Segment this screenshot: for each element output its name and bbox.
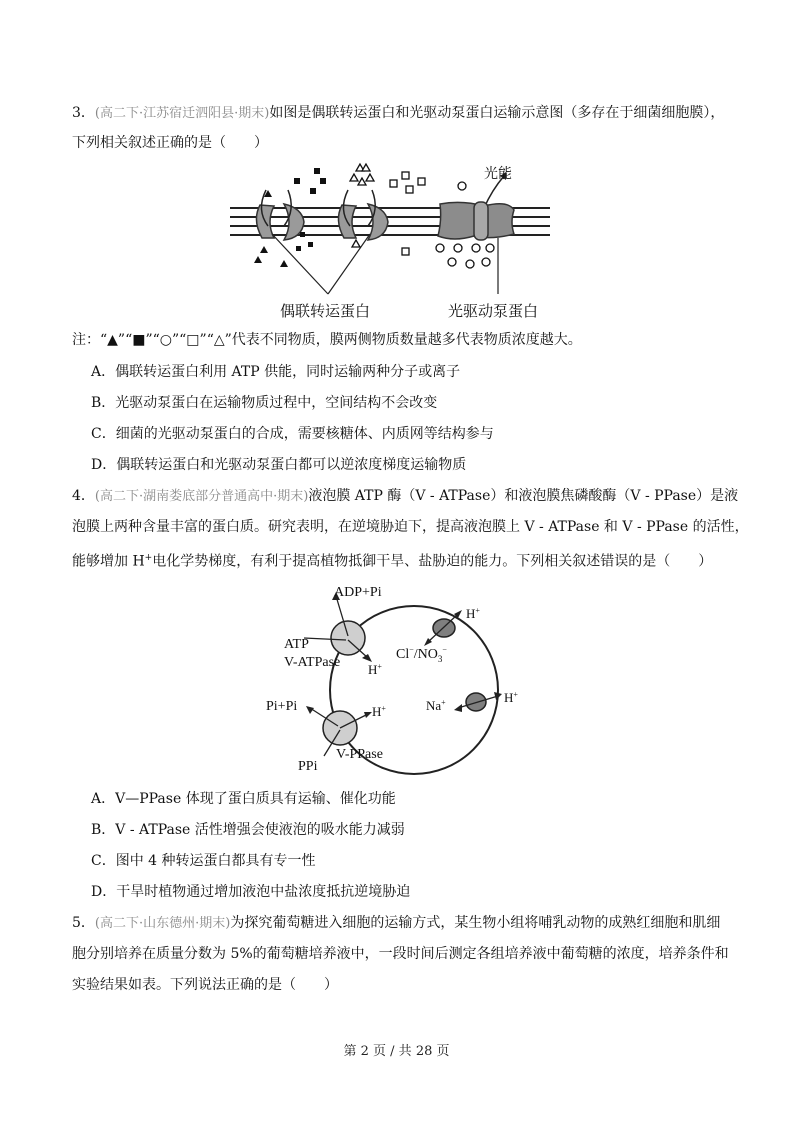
fig-label-coupled: 偶联转运蛋白: [280, 303, 371, 320]
q5-source: (高二下·山东德州·期末): [94, 916, 231, 931]
page-footer: 第 2 页 / 共 28 页: [343, 1044, 450, 1059]
q3-stem-line1: [72, 103, 724, 124]
q3-source: (高二下·江苏宿迁泗阳县·期末): [94, 106, 270, 121]
q4-source: (高二下·湖南娄底部分普通高中·期末): [94, 489, 309, 504]
q5-number: 5．: [72, 915, 95, 931]
q4-stem-line1: [72, 486, 738, 507]
q3-note: 注：“▲”“■”“○”“□”“△”代表不同物质，膜两侧物质数量越多代表物质浓度越大。: [72, 332, 582, 348]
q5-stem-line3: 实验结果如表。下列说法正确的是（ ）: [72, 977, 338, 993]
q5-stem-line1: [72, 913, 720, 934]
q3-stem-1: 如图是偶联转运蛋白和光驱动泵蛋白运输示意图（多存在于细菌细胞膜），: [269, 105, 725, 121]
svg-text:V-PPase: V-PPase: [336, 747, 383, 762]
svg-text:Na+: Na+: [426, 698, 446, 713]
fig-label-light: 光能: [484, 165, 512, 181]
svg-text:PPi: PPi: [298, 759, 318, 774]
svg-text:H+: H+: [372, 704, 386, 719]
q4-stem-line3: 能够增加 H+电化学势梯度，有利于提高植物抵御干旱、盐胁迫的能力。下列相关叙述错误的是（ ）: [72, 553, 713, 570]
svg-text:Cl−/NO3−: $Cl^-/NO_3^-$: [396, 645, 447, 664]
svg-text:H+: H+: [368, 662, 382, 677]
q3-option-c[interactable]: C．细菌的光驱动泵蛋白的合成，需要核糖体、内质网等结构参与: [91, 426, 494, 442]
fig-label-pump: 光驱动泵蛋白: [448, 303, 539, 320]
light-driven-pump: [438, 202, 514, 240]
q5-stem-line2: 胞分别培养在质量分数为 5%的葡萄糖培养液中，一段时间后测定各组培养液中葡萄糖的浓度，培养条件和: [72, 946, 729, 962]
svg-text:ATP: ATP: [284, 637, 309, 652]
q4-option-c[interactable]: C．图中 4 种转运蛋白都具有专一性: [91, 853, 316, 869]
q4-stem-1: 液泡膜 ATP 酶（V - ATPase）和液泡膜焦磷酸酶（V - PPase）是液: [308, 488, 739, 504]
q4-option-a[interactable]: A．V—PPase 体现了蛋白质具有运输、催化功能: [91, 791, 396, 807]
q3-option-a[interactable]: A．偶联转运蛋白利用 ATP 供能，同时运输两种分子或离子: [91, 364, 461, 380]
svg-text:H+: H+: [504, 690, 518, 705]
q3-number: 3．: [72, 105, 95, 121]
svg-text:H+: H+: [466, 606, 480, 621]
q3-option-d[interactable]: D．偶联转运蛋白和光驱动泵蛋白都可以逆浓度梯度运输物质: [91, 457, 467, 473]
svg-text:ADP+Pi: ADP+Pi: [334, 585, 382, 600]
label-pointer-lines: [272, 234, 498, 294]
q4-number: 4．: [72, 488, 95, 504]
solid-squares: [294, 168, 326, 251]
svg-text:V-ATPase: V-ATPase: [284, 655, 341, 670]
q4-option-b[interactable]: B．V - ATPase 活性增强会使液泡的吸水能力减弱: [91, 822, 405, 838]
v-atpase-protein: [304, 592, 372, 662]
q5-stem-1: 为探究葡萄糖进入细胞的运输方式，某生物小组将哺乳动物的成熟红细胞和肌细: [230, 915, 721, 931]
q4-figure: [262, 578, 532, 778]
q4-stem-line2: 泡膜上两种含量丰富的蛋白质。研究表明，在逆境胁迫下，提高液泡膜上 V - ATPase 和 V - PPase 的活性，: [72, 519, 749, 535]
svg-text:Pi+Pi: Pi+Pi: [266, 699, 298, 714]
hollow-squares: [390, 172, 425, 255]
q4-option-d[interactable]: D．干旱时植物通过增加液泡中盐浓度抵抗逆境胁迫: [91, 884, 411, 900]
q3-stem-line2: 下列相关叙述正确的是（ ）: [72, 135, 268, 151]
anion-transporter: [424, 610, 462, 646]
q3-option-b[interactable]: B．光驱动泵蛋白在运输物质过程中，空间结构不会改变: [91, 395, 438, 411]
q3-figure: [222, 160, 562, 325]
